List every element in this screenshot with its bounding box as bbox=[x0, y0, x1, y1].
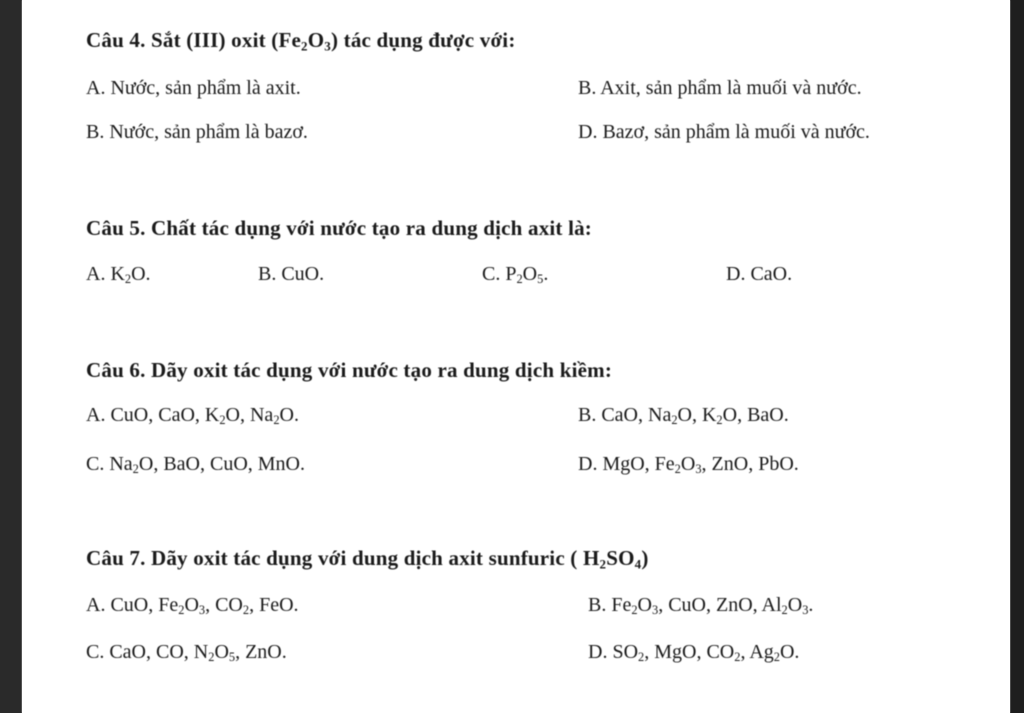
question-4-title: Câu 4. Sắt (III) oxit $(Fe_2O_3)$ tác dụng được với: bbox=[86, 28, 516, 54]
question-5-option-b: B. CuO. bbox=[258, 263, 325, 285]
question-5-title: Câu 5. Chất tác dụng với nước tạo ra dung dịch axit là: bbox=[86, 216, 592, 240]
question-6-title: Câu 6. Dãy oxit tác dụng với nước tạo ra dung dịch kiềm: bbox=[86, 358, 613, 382]
question-5-option-c: C. $P_2O_5$. bbox=[482, 263, 549, 287]
question-6-option-c: C. $Na_2O$, BaO, CuO, MnO. bbox=[86, 453, 305, 477]
question-5-option-a: A. $K_2O$. bbox=[86, 263, 151, 287]
question-7-option-a: A. CuO, $Fe_2O_3$, $CO_2$, FeO. bbox=[86, 594, 299, 618]
left-dark-border bbox=[0, 0, 22, 713]
question-7-option-c: C. CaO, CO, $N_2O_5$, ZnO. bbox=[86, 641, 287, 665]
question-6-option-d: D. MgO, $Fe_2O_3$, ZnO, PbO. bbox=[578, 453, 799, 477]
right-dark-border bbox=[1010, 0, 1024, 713]
question-4-option-c: B. Nước, sản phẩm là bazơ. bbox=[86, 121, 308, 143]
question-7-title: Câu 7. Dãy oxit tác dụng với dung dịch axit sunfuric ( $H_2SO_4$) bbox=[86, 546, 649, 572]
question-5-option-d: D. CaO. bbox=[726, 263, 793, 285]
question-4-option-b: B. Axit, sản phẩm là muối và nước. bbox=[578, 77, 862, 99]
question-4-option-a: A. Nước, sản phẩm là axit. bbox=[86, 77, 301, 99]
worksheet-page bbox=[22, 0, 1010, 713]
question-6-option-a: A. CuO, CaO, $K_2O$, $Na_2O$. bbox=[86, 404, 299, 428]
question-4-option-d: D. Bazơ, sản phẩm là muối và nước. bbox=[578, 121, 870, 143]
question-7-option-d: D. $SO_2$, MgO, $CO_2$, $Ag_2O$. bbox=[588, 641, 800, 665]
question-6-option-b: B. CaO, $Na_2O$, $K_2O$, BaO. bbox=[578, 404, 789, 428]
question-7-option-b: B. $Fe_2O_3$, CuO, ZnO, $Al_2O_3$. bbox=[588, 594, 814, 618]
